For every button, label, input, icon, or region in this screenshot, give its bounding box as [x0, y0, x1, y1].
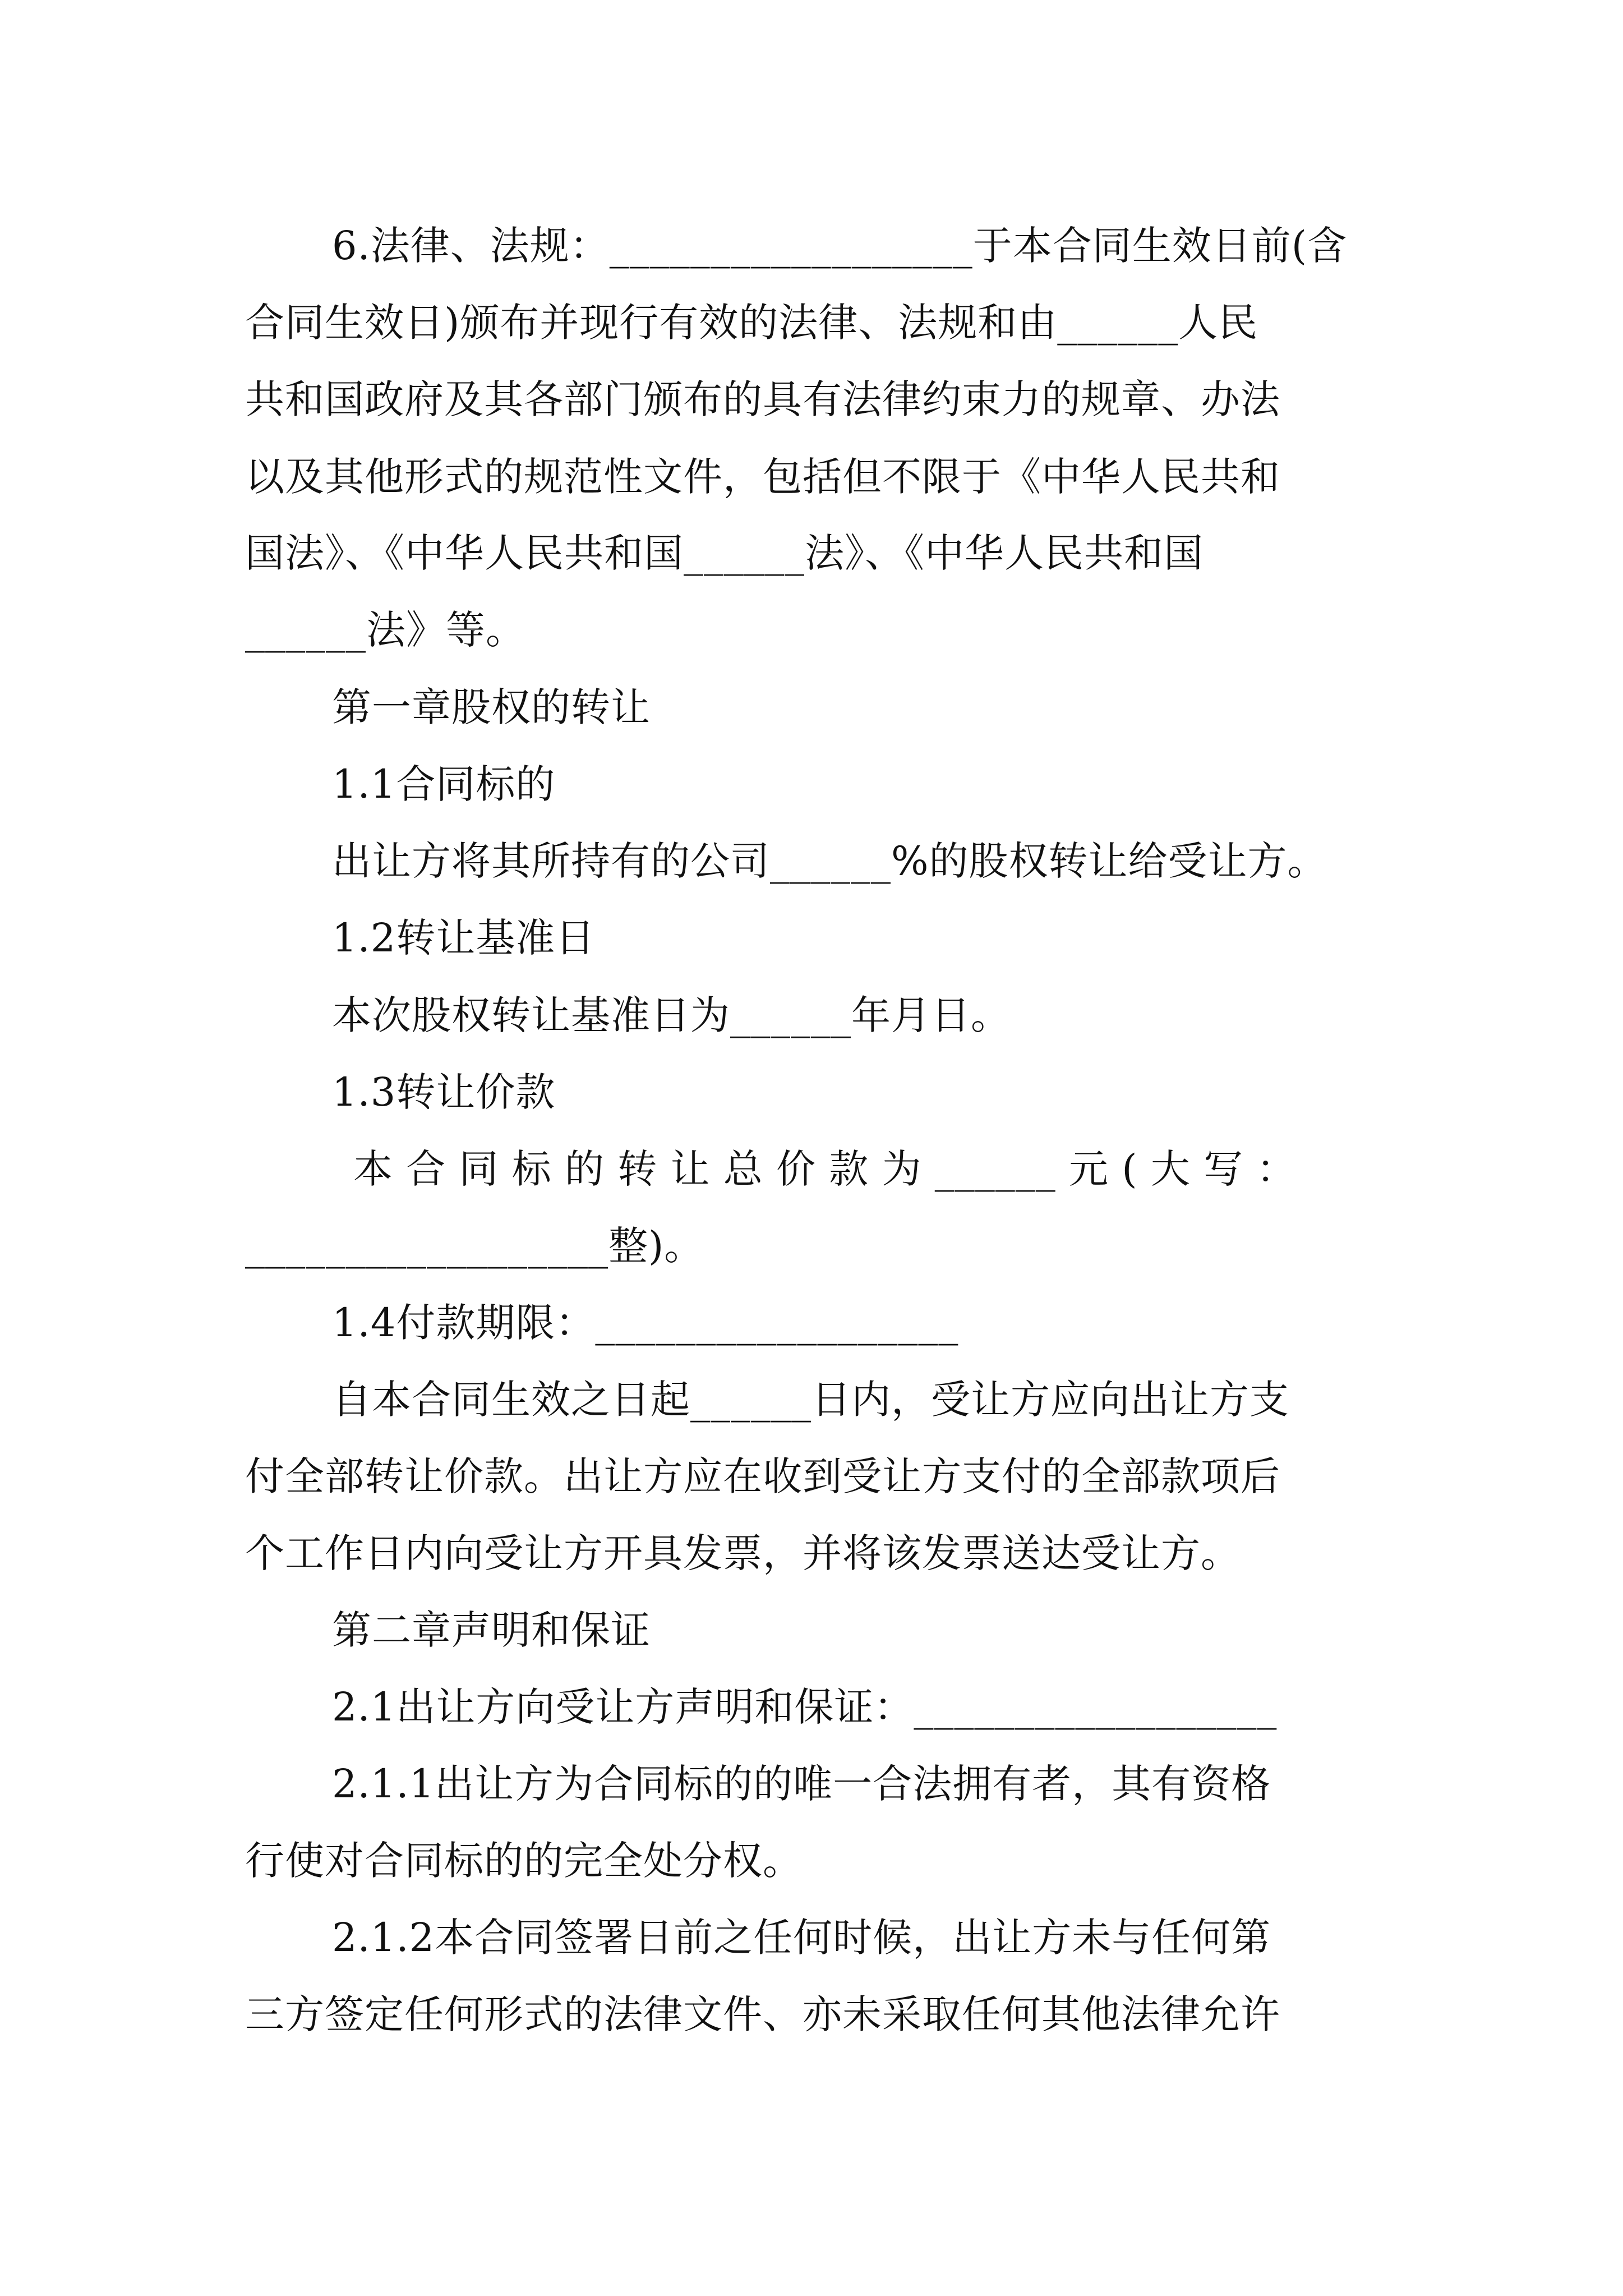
- section-heading: 1.2转让基准日: [332, 915, 596, 961]
- paragraph-line: 以及其他形式的规范性文件，包括但不限于《中华人民共和: [245, 454, 1280, 500]
- section-heading: 1.4付款期限：__________________: [332, 1300, 959, 1346]
- paragraph-line: 6.法律、法规：__________________于本合同生效日前(含: [332, 223, 1348, 269]
- section-heading: 2.1出让方向受让方声明和保证：__________________: [332, 1684, 1278, 1730]
- paragraph-line: 三方签定任何形式的法律文件、亦未采取任何其他法律允许: [245, 1991, 1280, 2037]
- paragraph-line: 合同生效日)颁布并现行有效的法律、法规和由______人民: [245, 300, 1258, 346]
- section-heading: 1.3转让价款: [332, 1069, 556, 1115]
- section-heading: 1.1合同标的: [332, 761, 556, 807]
- paragraph-line: 2.1.2本合同签署日前之任何时候，出让方未与任何第: [332, 1915, 1271, 1961]
- paragraph-line: 个工作日内向受让方开具发票，并将该发票送达受让方。: [245, 1530, 1241, 1576]
- paragraph-line: 2.1.1出让方为合同标的的唯一合法拥有者，其有资格: [332, 1761, 1271, 1807]
- paragraph-line: __________________整)。: [245, 1223, 704, 1269]
- chapter-heading: 第一章股权的转让: [332, 684, 651, 730]
- paragraph-line: 本 合 同 标 的 转 让 总 价 款 为 ______ 元 ( 大 写 ：: [353, 1146, 1297, 1192]
- chapter-heading: 第二章声明和保证: [332, 1607, 651, 1653]
- paragraph-line: 行使对合同标的的完全处分权。: [245, 1838, 803, 1884]
- paragraph-line: 出让方将其所持有的公司______%的股权转让给受让方。: [332, 838, 1327, 884]
- paragraph-line: 自本合同生效之日起______日内，受让方应向出让方支: [332, 1377, 1289, 1423]
- paragraph-line: 本次股权转让基准日为______年月日。: [332, 992, 1011, 1038]
- paragraph-line: 共和国政府及其各部门颁布的具有法律约束力的规章、办法: [245, 376, 1280, 422]
- paragraph-line: 付全部转让价款。出让方应在收到受让方支付的全部款项后: [245, 1453, 1280, 1499]
- paragraph-line: ______法》等。: [245, 607, 525, 653]
- paragraph-line: 国法》、《中华人民共和国______法》、《中华人民共和国: [245, 530, 1204, 576]
